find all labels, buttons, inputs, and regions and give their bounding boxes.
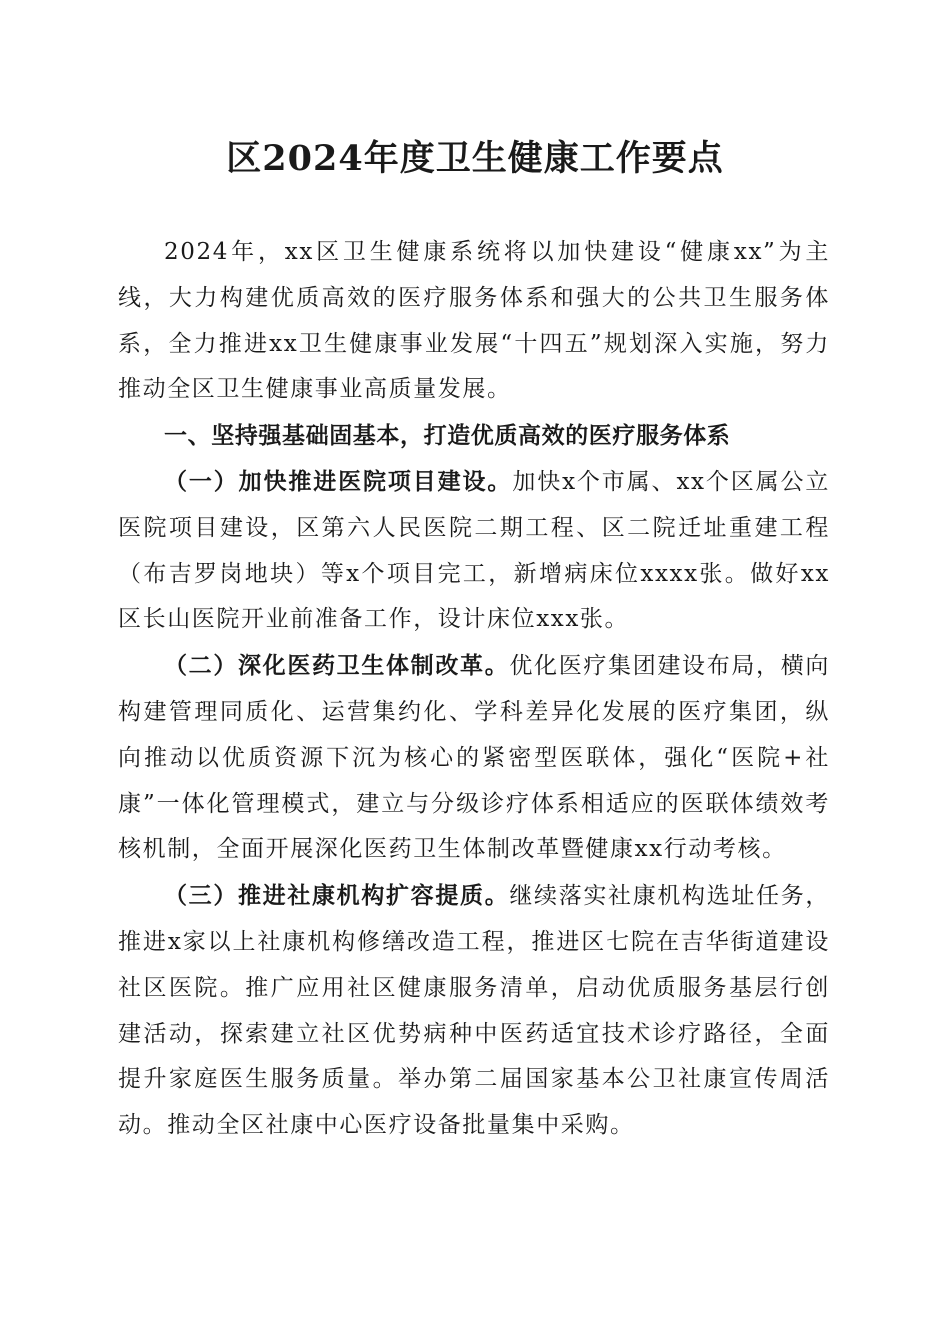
section-item-3-label: （三）推进社康机构扩容提质。 <box>164 882 510 910</box>
intro-paragraph: 2024年，xx区卫生健康系统将以加快建设“健康xx”为主线，大力构建优质高效的医疗服务体系和强大的公共卫生服务体系，全力推进xx卫生健康事业发展“十四五”规划深入实施，努力推动全区卫生健康事业高质量发展。 <box>118 239 830 403</box>
section-item-3-text: 继续落实社康机构选址任务，推进x家以上社康机构修缮改造工程，推进区七院在吉华街道建设社区医院。推广应用社区健康服务清单，启动优质服务基层行创建活动，探索建立社区优势病种中医药适宜技术诊疗路径，全面提升家庭医生服务质量。举办第二届国家基本公卫社康宣传周活动。推动全区社康中心医疗设备批量集中采购。 <box>118 883 830 1139</box>
section-item-1-label: （一）加快推进医院项目建设。 <box>164 467 513 495</box>
section-heading: 一、坚持强基础固基本，打造优质高效的医疗服务体系 <box>164 422 731 450</box>
section-item-1 <box>118 459 830 643</box>
section-item-2 <box>118 643 830 873</box>
document-title: 区2024年度卫生健康工作要点 <box>226 138 724 179</box>
section-item-1-text: 加快x个市属、xx个区属公立医院项目建设，区第六人民医院二期工程、区二院迁址重建工程（布吉罗岗地块）等x个项目完工，新增病床位xxxx张。做好xx区长山医院开业前准备工作，设计床位xxx张。 <box>118 468 830 633</box>
document-body <box>118 230 830 1149</box>
section-item-2-text: 优化医疗集团建设布局，横向构建管理同质化、运营集约化、学科差异化发展的医疗集团，纵向推动以优质资源下沉为核心的紧密型医联体，强化“医院+社康”一体化管理模式，建立与分级诊疗体系相适应的医联体绩效考核机制，全面开展深化医药卫生体制改革暨健康xx行动考核。 <box>118 653 830 863</box>
section-item-2-label: （二）深化医药卫生体制改革。 <box>164 652 510 680</box>
section-item-3 <box>118 873 830 1149</box>
